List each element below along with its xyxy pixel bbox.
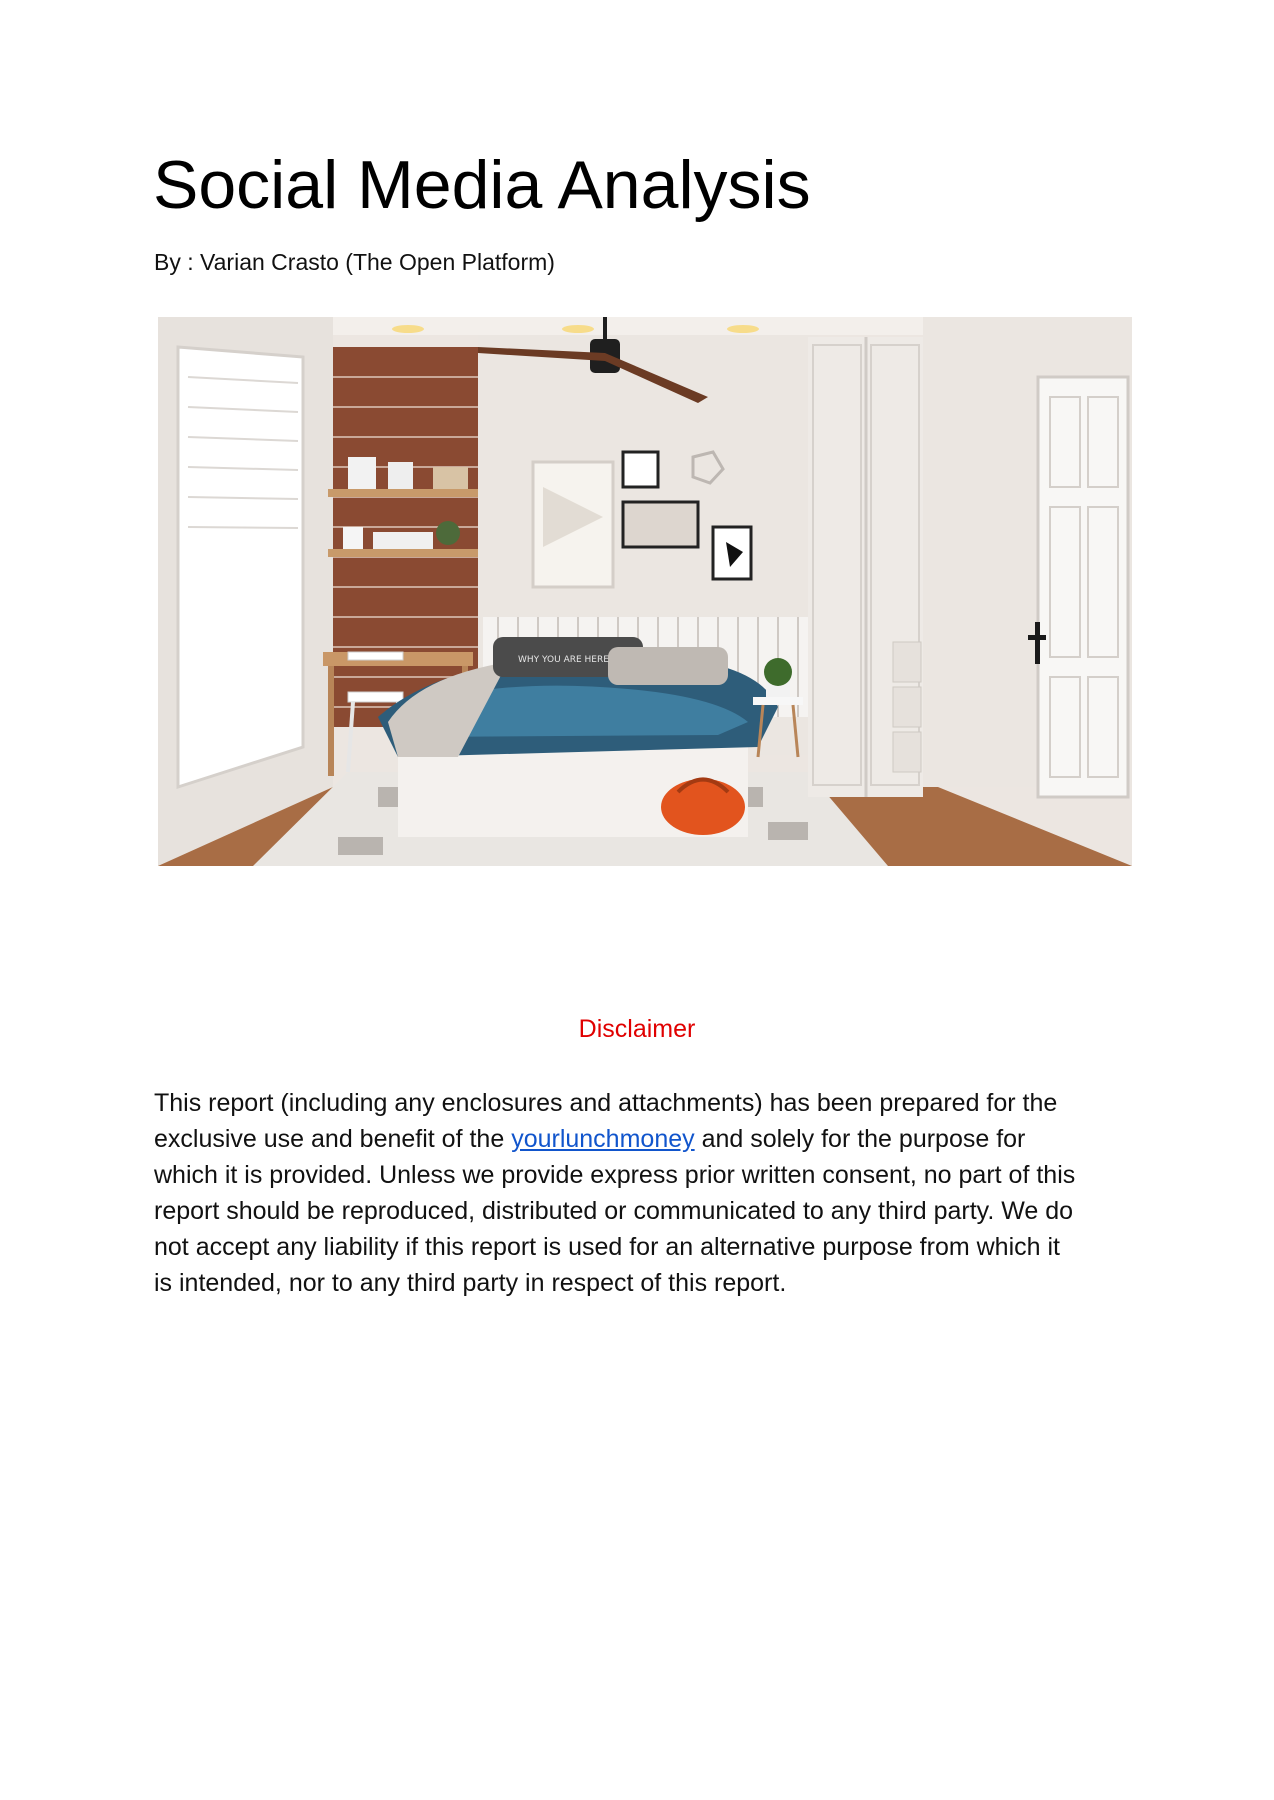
disclaimer-line: This report (including any enclosures and attachments) has been prepared for the: [154, 1089, 1058, 1117]
disclaimer-heading: Disclaimer: [578, 1015, 696, 1043]
pillow-text: WHY YOU ARE HERE: [518, 655, 609, 665]
document-title: Social Media Analysis: [153, 147, 811, 223]
disclaimer-line: not accept any liability if this report is used for an alternative purpose from which it: [154, 1233, 1060, 1261]
disclaimer-line: is intended, nor to any third party in respect of this report.: [154, 1269, 787, 1297]
disclaimer-line: which it is provided. Unless we provide express prior written consent, no part of this: [154, 1161, 1076, 1189]
disclaimer-line-part: and solely for the purpose for: [694, 1125, 1026, 1153]
disclaimer-text: [154, 1085, 1134, 1301]
author-byline: By : Varian Crasto (The Open Platform): [154, 249, 555, 275]
bedroom-photo-illustration: [158, 317, 1132, 866]
disclaimer-line: report should be reproduced, distributed or communicated to any third party. We do: [154, 1197, 1074, 1225]
yourlunchmoney-link[interactable]: yourlunchmoney: [511, 1125, 695, 1153]
cover-photo: [158, 317, 1132, 866]
disclaimer-line: [154, 1121, 1134, 1157]
disclaimer-line-part: exclusive use and benefit of the: [154, 1125, 512, 1153]
